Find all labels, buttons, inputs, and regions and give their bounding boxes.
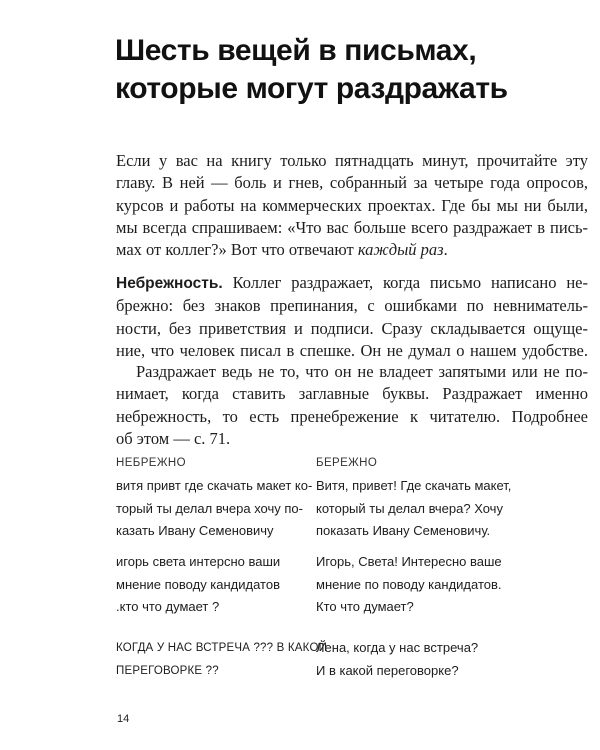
intro-line-2: главу. В ней — боль и гнев, собранный за четыре года опросов, [116, 173, 588, 193]
intro-line-1: Если у вас на книгу только пятнадцать минут, прочитайте эту [116, 151, 588, 170]
intro-emphasis: каждый раз [357, 240, 444, 260]
bad-example-3-line-1: КОГДА У НАС ВСТРЕЧА ??? В КАКОЙ [116, 642, 328, 654]
carelessness-line-1-rest: Коллег раздражает, когда письмо написано не- [222, 273, 588, 292]
paragraph-2-line-2: нимает, когда ставить заглавные буквы. Раздражает именно [116, 384, 588, 404]
title-line-2: которые могут раздражать [115, 72, 508, 105]
bad-example-2-line-1: игорь света интерсно ваши [116, 554, 281, 569]
paragraph-2-line-3: небрежность, то есть пренебрежение к читателю. Подробнее [116, 406, 588, 426]
carelessness-line-3: ности, без приветствия и подписи. Сразу складывается ощуще- [116, 318, 588, 338]
carelessness-line-4: ние, что человек писал в спешке. Он не думал о нашем удобстве. [116, 340, 588, 360]
intro-line-5-suffix: . [443, 240, 448, 260]
intro-line-5 [116, 239, 588, 261]
intro-line-4: мы всегда спрашиваем: «Что вас больше всего раздражает в пись- [116, 217, 588, 237]
carelessness-line-1 [116, 272, 588, 295]
page-title [115, 32, 585, 108]
carelessness-paragraph [116, 272, 588, 362]
section-lead: Небрежность. [116, 275, 223, 292]
paragraph-2 [116, 361, 588, 450]
good-example-2-line-1: Игорь, Света! Интересно ваше [316, 554, 502, 569]
good-example-1 [316, 475, 586, 543]
intro-line-3: курсов и работы на коммерческих проектах. Где бы мы ни были, [116, 195, 588, 215]
good-example-2-line-3: Кто что думает? [316, 599, 414, 615]
good-example-3-line-2: И в какой переговорке? [316, 662, 459, 678]
intro-paragraph [116, 150, 588, 261]
bad-example-3 [116, 637, 328, 682]
good-example-1-line-2: который ты делал вчера? Хочу [316, 500, 503, 516]
bad-example-1 [116, 475, 313, 543]
good-column-header: БЕРЕЖНО [316, 457, 378, 469]
bad-example-2-line-2: мнение поводу кандидатов [116, 576, 281, 592]
bad-example-1-line-3: казать Ивану Семеновичу [116, 523, 274, 539]
bad-column-header: НЕБРЕЖНО [116, 457, 186, 469]
carelessness-line-2: брежно: без знаков препинания, с ошибками по невниматель- [116, 296, 588, 316]
intro-line-5-prefix: мах от коллег?» Вот что отвечают [116, 240, 358, 260]
good-example-1-line-3: показать Ивану Семеновичу. [316, 523, 491, 539]
bad-example-3-line-2: ПЕРЕГОВОРКЕ ?? [116, 664, 219, 677]
good-example-2 [316, 551, 586, 619]
bad-example-1-line-1: витя привт где скачать макет ко- [116, 478, 313, 493]
good-example-2-line-2: мнение по поводу кандидатов. [316, 576, 502, 592]
good-example-1-line-1: Витя, привет! Где скачать макет, [316, 478, 512, 493]
good-example-3 [316, 637, 586, 682]
page-number: 14 [117, 713, 130, 725]
bad-example-2 [116, 551, 306, 619]
paragraph-2-line-1: Раздражает ведь не то, что он не владеет запятыми или не по- [136, 362, 588, 381]
paragraph-2-line-4: об этом — с. 71. [116, 428, 231, 448]
bad-example-2-line-3: .кто что думает ? [116, 599, 220, 615]
bad-example-1-line-2: торый ты делал вчера хочу по- [116, 500, 303, 516]
good-example-3-line-1: Лена, когда у нас встреча? [316, 640, 479, 655]
title-line-1: Шесть вещей в письмах, [115, 34, 477, 67]
